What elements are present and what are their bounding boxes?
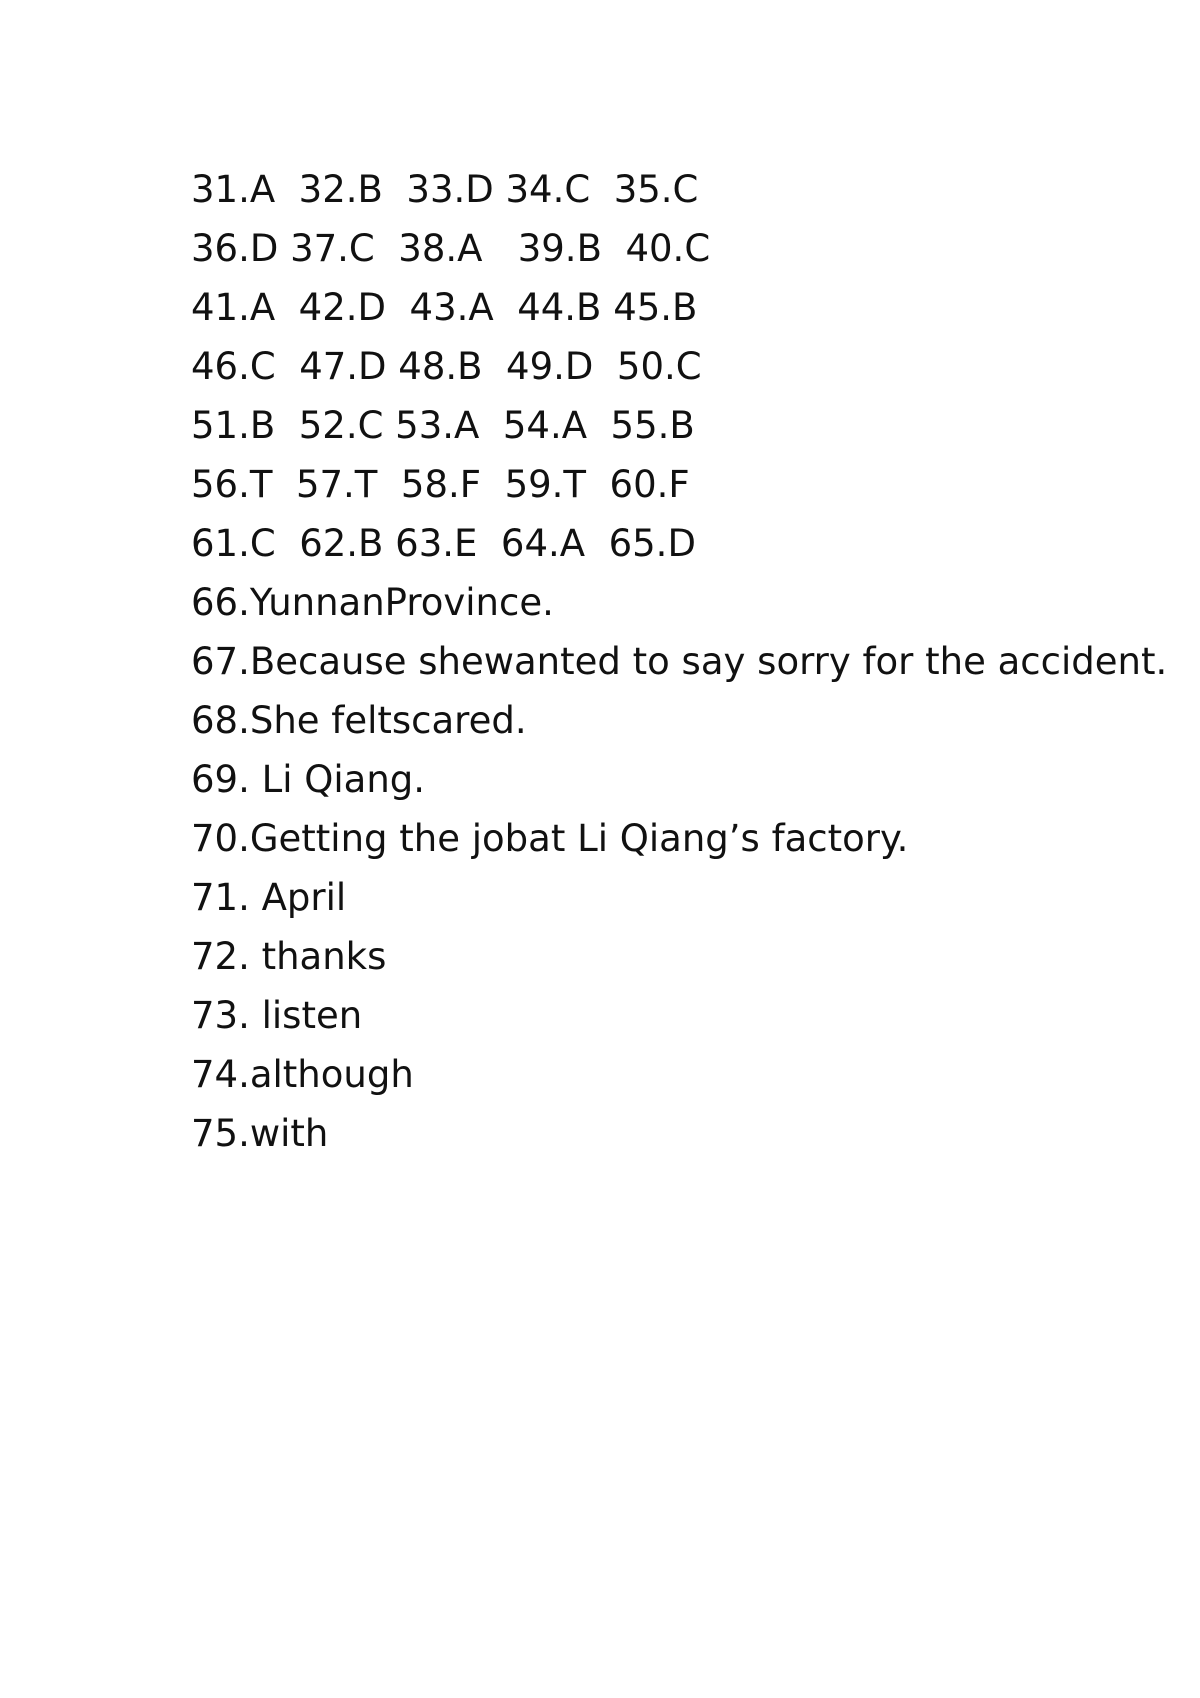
answer-line-73: 73. listen: [191, 994, 363, 1037]
answer-line-69: 69. Li Qiang.: [191, 758, 426, 801]
answer-line-67: 67.Because shewanted to say sorry for the accident.: [191, 640, 1168, 683]
answer-line-72: 72. thanks: [191, 935, 387, 978]
answer-line-46-50: 46.C 47.D 48.B 49.D 50.C: [191, 345, 702, 388]
answer-line-56-60: 56.T 57.T 58.F 59.T 60.F: [191, 463, 690, 506]
answer-line-61-65: 61.C 62.B 63.E 64.A 65.D: [191, 522, 696, 565]
answer-line-31-35: 31.A 32.B 33.D 34.C 35.C: [191, 168, 699, 211]
answer-key: [191, 160, 1167, 1163]
answer-line-36-40: 36.D 37.C 38.A 39.B 40.C: [191, 227, 711, 270]
answer-line-75: 75.with: [191, 1112, 329, 1155]
answer-line-51-55: 51.B 52.C 53.A 54.A 55.B: [191, 404, 695, 447]
answer-line-70: 70.Getting the jobat Li Qiang’s factory.: [191, 817, 909, 860]
answer-line-71: 71. April: [191, 876, 347, 919]
answer-line-41-45: 41.A 42.D 43.A 44.B 45.B: [191, 286, 698, 329]
answer-line-68: 68.She feltscared.: [191, 699, 527, 742]
answer-line-74: 74.although: [191, 1053, 414, 1096]
answer-line-66: 66.YunnanProvince.: [191, 581, 554, 624]
